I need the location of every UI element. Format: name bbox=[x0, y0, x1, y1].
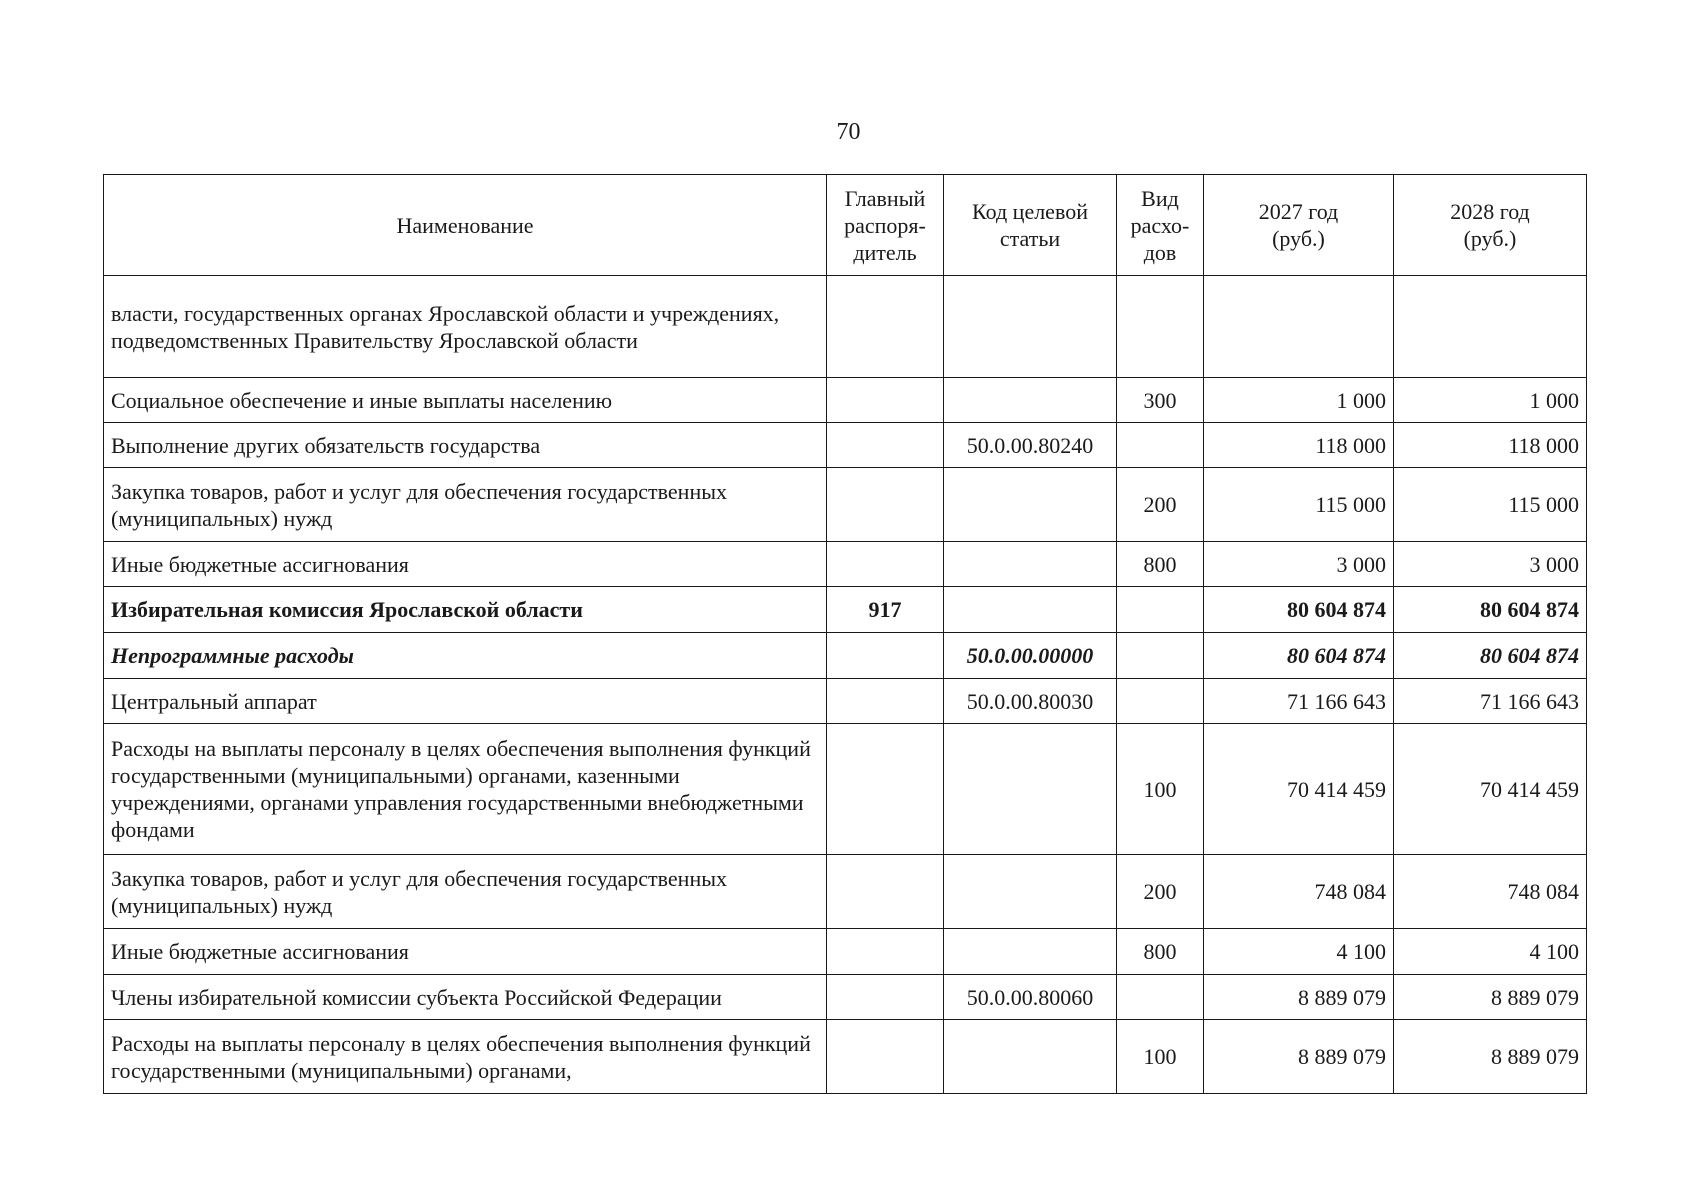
table-row bbox=[104, 855, 1587, 929]
cell-name: Непрограммные расходы bbox=[104, 633, 827, 679]
header-type-line: дов bbox=[1143, 239, 1177, 265]
table-row bbox=[104, 468, 1587, 542]
cell-type bbox=[1117, 423, 1204, 468]
table-row bbox=[104, 423, 1587, 468]
cell-name: Расходы на выплаты персоналу в целях обеспечения выполнения функций государственными (муниципальными) органами, казенными учреждениями, органами управления государственными внебюджетными фондами bbox=[104, 724, 827, 855]
cell-2027: 71 166 643 bbox=[1204, 679, 1394, 724]
cell-type bbox=[1117, 633, 1204, 679]
table-row bbox=[104, 378, 1587, 423]
cell-manager bbox=[827, 1020, 944, 1094]
table-row bbox=[104, 276, 1587, 378]
cell-2027: 80 604 874 bbox=[1204, 587, 1394, 633]
table-row bbox=[104, 633, 1587, 679]
cell-type: 100 bbox=[1117, 724, 1204, 855]
cell-name: Выполнение других обязательств государства bbox=[104, 423, 827, 468]
cell-code: 50.0.00.80240 bbox=[944, 423, 1117, 468]
cell-name: Избирательная комиссия Ярославской области bbox=[104, 587, 827, 633]
cell-2028: 115 000 bbox=[1394, 468, 1587, 542]
table-body bbox=[104, 276, 1587, 1094]
header-name-label: Наименование bbox=[396, 212, 534, 238]
cell-2028: 8 889 079 bbox=[1394, 975, 1587, 1020]
cell-code bbox=[944, 855, 1117, 929]
cell-code bbox=[944, 929, 1117, 975]
table-row bbox=[104, 587, 1587, 633]
cell-manager bbox=[827, 542, 944, 587]
header-2027 bbox=[1204, 175, 1394, 276]
cell-2027: 748 084 bbox=[1204, 855, 1394, 929]
table-header-row bbox=[104, 175, 1587, 276]
cell-manager bbox=[827, 468, 944, 542]
cell-manager bbox=[827, 378, 944, 423]
cell-code: 50.0.00.80030 bbox=[944, 679, 1117, 724]
header-manager-line: распоря- bbox=[844, 212, 926, 238]
cell-manager bbox=[827, 855, 944, 929]
cell-manager bbox=[827, 724, 944, 855]
header-name bbox=[104, 175, 827, 276]
cell-manager bbox=[827, 975, 944, 1020]
cell-code bbox=[944, 1020, 1117, 1094]
cell-code bbox=[944, 724, 1117, 855]
cell-type: 800 bbox=[1117, 929, 1204, 975]
cell-name: Центральный аппарат bbox=[104, 679, 827, 724]
cell-name: Расходы на выплаты персоналу в целях обеспечения выполнения функций государственными (муниципальными) органами, bbox=[104, 1020, 827, 1094]
cell-name: Социальное обеспечение и иные выплаты населению bbox=[104, 378, 827, 423]
header-2028-line: 2028 год bbox=[1450, 199, 1530, 224]
cell-name: Закупка товаров, работ и услуг для обеспечения государственных (муниципальных) нужд bbox=[104, 855, 827, 929]
cell-2028: 3 000 bbox=[1394, 542, 1587, 587]
cell-2028: 1 000 bbox=[1394, 378, 1587, 423]
cell-2028 bbox=[1394, 276, 1587, 378]
cell-2027: 115 000 bbox=[1204, 468, 1394, 542]
header-code-line: Код целевой bbox=[972, 199, 1088, 224]
cell-2028: 748 084 bbox=[1394, 855, 1587, 929]
header-2027-line: 2027 год bbox=[1258, 199, 1339, 224]
cell-name: Закупка товаров, работ и услуг для обеспечения государственных (муниципальных) нужд bbox=[104, 468, 827, 542]
cell-2027: 118 000 bbox=[1204, 423, 1394, 468]
cell-2027: 80 604 874 bbox=[1204, 633, 1394, 679]
cell-code bbox=[944, 542, 1117, 587]
cell-2028: 80 604 874 bbox=[1394, 587, 1587, 633]
cell-2027: 1 000 bbox=[1204, 378, 1394, 423]
cell-2028: 71 166 643 bbox=[1394, 679, 1587, 724]
cell-code bbox=[944, 378, 1117, 423]
header-2028 bbox=[1394, 175, 1587, 276]
header-2028-line: (руб.) bbox=[1463, 226, 1517, 251]
cell-type bbox=[1117, 975, 1204, 1020]
cell-2027: 70 414 459 bbox=[1204, 724, 1394, 855]
cell-manager bbox=[827, 929, 944, 975]
cell-2027: 3 000 bbox=[1204, 542, 1394, 587]
cell-manager bbox=[827, 423, 944, 468]
cell-2028: 4 100 bbox=[1394, 929, 1587, 975]
table-row bbox=[104, 975, 1587, 1020]
cell-type bbox=[1117, 276, 1204, 378]
cell-code: 50.0.00.00000 bbox=[944, 633, 1117, 679]
table-row bbox=[104, 929, 1587, 975]
header-manager-line: Главный bbox=[844, 185, 926, 211]
cell-type bbox=[1117, 587, 1204, 633]
cell-manager: 917 bbox=[827, 587, 944, 633]
header-code-line: статьи bbox=[999, 226, 1061, 251]
cell-type bbox=[1117, 679, 1204, 724]
cell-manager bbox=[827, 679, 944, 724]
cell-name: Члены избирательной комиссии субъекта Российской Федерации bbox=[104, 975, 827, 1020]
table-row bbox=[104, 724, 1587, 855]
cell-type: 200 bbox=[1117, 855, 1204, 929]
cell-2027: 8 889 079 bbox=[1204, 1020, 1394, 1094]
cell-code bbox=[944, 468, 1117, 542]
cell-2028: 70 414 459 bbox=[1394, 724, 1587, 855]
cell-name: Иные бюджетные ассигнования bbox=[104, 542, 827, 587]
header-code bbox=[944, 175, 1117, 276]
budget-table bbox=[103, 174, 1587, 1094]
header-2027-line: (руб.) bbox=[1272, 226, 1325, 251]
header-type bbox=[1117, 175, 1204, 276]
cell-name: власти, государственных органах Ярославской области и учреждениях, подведомственных Правительству Ярославской области bbox=[104, 276, 827, 378]
cell-code: 50.0.00.80060 bbox=[944, 975, 1117, 1020]
cell-2028: 80 604 874 bbox=[1394, 633, 1587, 679]
cell-2027: 8 889 079 bbox=[1204, 975, 1394, 1020]
cell-2027 bbox=[1204, 276, 1394, 378]
header-type-line: расхо- bbox=[1130, 212, 1190, 238]
cell-type: 300 bbox=[1117, 378, 1204, 423]
cell-type: 100 bbox=[1117, 1020, 1204, 1094]
cell-code bbox=[944, 276, 1117, 378]
table-row bbox=[104, 1020, 1587, 1094]
page-number: 70 bbox=[836, 119, 861, 145]
cell-2027: 4 100 bbox=[1204, 929, 1394, 975]
cell-2028: 118 000 bbox=[1394, 423, 1587, 468]
table-row bbox=[104, 679, 1587, 724]
header-manager bbox=[827, 175, 944, 276]
table-row bbox=[104, 542, 1587, 587]
cell-code bbox=[944, 587, 1117, 633]
cell-manager bbox=[827, 276, 944, 378]
cell-2028: 8 889 079 bbox=[1394, 1020, 1587, 1094]
cell-name: Иные бюджетные ассигнования bbox=[104, 929, 827, 975]
header-type-line: Вид bbox=[1141, 185, 1179, 211]
cell-type: 200 bbox=[1117, 468, 1204, 542]
cell-manager bbox=[827, 633, 944, 679]
header-manager-line: дитель bbox=[853, 239, 917, 265]
cell-type: 800 bbox=[1117, 542, 1204, 587]
